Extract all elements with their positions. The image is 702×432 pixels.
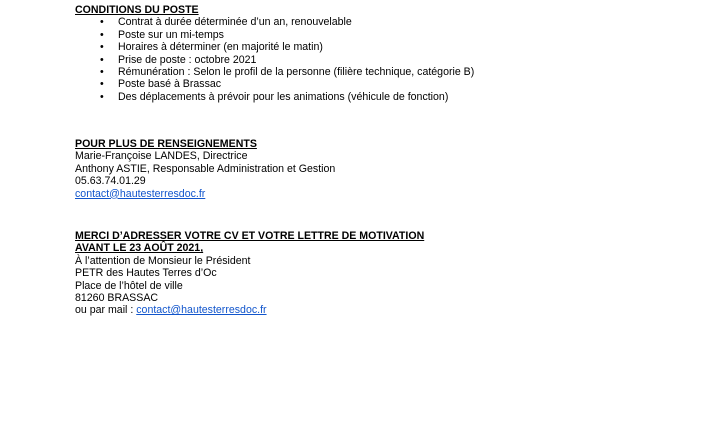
mail-line [75,304,675,316]
contact-section [75,138,675,200]
address-line: 81260 BRASSAC [75,292,159,305]
contact-email-line [75,188,675,200]
conditions-heading: CONDITIONS DU POSTE [75,4,199,16]
conditions-item: • Poste basé à Brassac [100,78,222,91]
bullet-icon: • [100,28,104,41]
application-heading-line2: AVANT LE 23 AOÛT 2021, [75,242,204,255]
conditions-item: • Prise de poste : octobre 2021 [100,53,257,66]
contact-heading: POUR PLUS DE RENSEIGNEMENTS [75,138,257,150]
address-line: À l’attention de Monsieur le Président [75,254,251,267]
mail-prefix: ou par mail : [75,304,137,317]
conditions-item: • Horaires à déterminer (en majorité le matin) [100,41,323,54]
conditions-item: • Des déplacements à prévoir pour les animations (véhicule de fonction) [100,90,449,103]
bullet-icon: • [100,66,104,79]
conditions-section [75,4,675,103]
application-section [75,230,675,317]
application-heading-line1: MERCI D’ADRESSER VOTRE CV ET VOTRE LETTRE DE MOTIVATION [75,230,425,242]
address-line: Place de l’hôtel de ville [75,279,183,292]
conditions-item: • Poste sur un mi-temps [100,28,224,41]
contact-phone: 05.63.74.01.29 [75,175,146,188]
contact-email-link[interactable]: contact@hautesterresdoc.fr [75,187,206,200]
bullet-icon: • [100,78,104,91]
bullet-icon: • [100,16,104,29]
contact-name-director: Marie-Françoise LANDES, Directrice [75,150,248,163]
conditions-item: • Contrat à durée déterminée d’un an, renouvelable [100,16,352,29]
bullet-icon: • [100,90,104,103]
contact-name-admin: Anthony ASTIE, Responsable Administration et Gestion [75,162,336,175]
conditions-list [75,16,675,103]
bullet-icon: • [100,53,104,66]
bullet-icon: • [100,41,104,54]
conditions-item: • Rémunération : Selon le profil de la personne (filière technique, catégorie B) [100,66,475,79]
application-email-link[interactable]: contact@hautesterresdoc.fr [136,304,267,317]
address-line: PETR des Hautes Terres d’Oc [75,267,217,280]
